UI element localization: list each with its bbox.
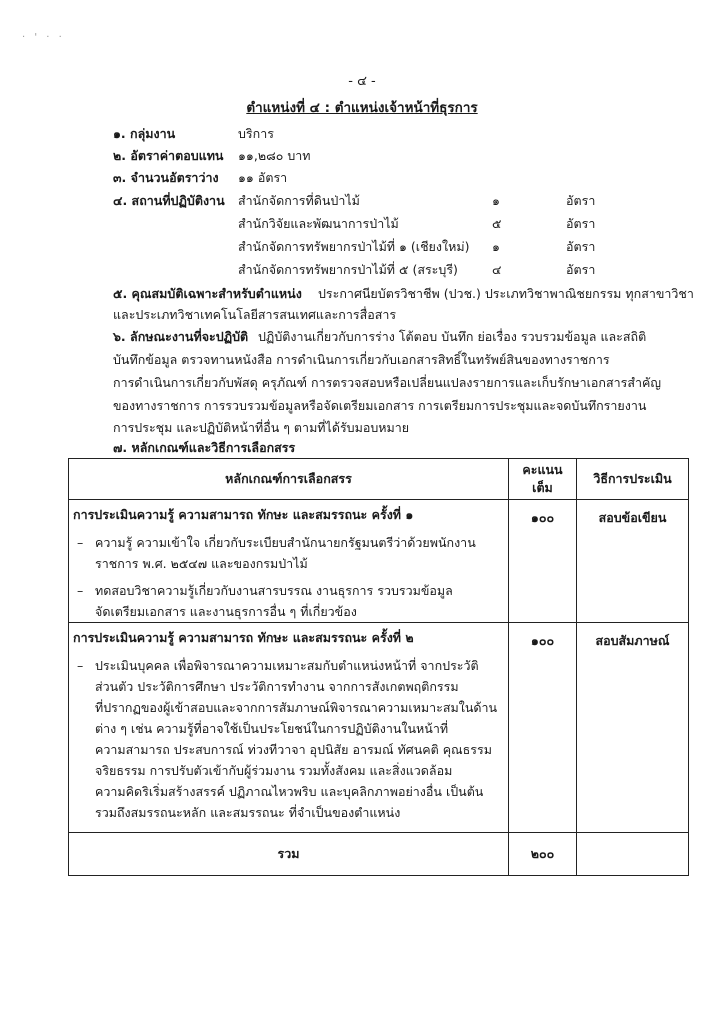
criteria-cell — [69, 623, 509, 833]
workplace-name: สำนักจัดการทรัพยากรป่าไม้ที่ ๕ (สระบุรี) — [238, 262, 458, 277]
bullet-line: ความรู้ ความเข้าใจ เกี่ยวกับระเบียบสำนักนายกรัฐมนตรีว่าด้วยพนักงาน — [95, 535, 476, 550]
selection-criteria-table — [68, 458, 689, 876]
page-number: - ๔ - — [348, 74, 376, 89]
table-row — [69, 623, 689, 833]
section-title: การประเมินความรู้ ความสามารถ ทักษะ และสมรรถนะ ครั้งที่ ๑ — [73, 507, 414, 522]
table-header-row — [69, 459, 689, 500]
header-method: วิธีการประเมิน — [577, 459, 689, 500]
qualification-heading: ๕. คุณสมบัติเฉพาะสำหรับตำแหน่ง — [113, 286, 302, 301]
qualification-line: ประกาศนียบัตรวิชาชีพ (ปวช.) ประเภทวิชาพาณิชยกรรม ทุกสาขาวิชา — [318, 286, 694, 301]
header-score-line: คะแนน — [522, 462, 563, 477]
workplace-name: สำนักวิจัยและพัฒนาการป่าไม้ — [238, 216, 399, 231]
bullet-line: รวมถึงสมรรถนะหลัก และสมรรถนะ ที่จำเป็นของตำแหน่ง — [95, 805, 401, 820]
salary-label: ๒. อัตราค่าตอบแทน — [113, 148, 224, 163]
bullet-line: ที่ปรากฏของผู้เข้าสอบและจากการสัมภาษณ์พิจารณาความเหมาะสมในด้าน — [95, 700, 498, 715]
workplace-label: ๔. สถานที่ปฏิบัติงาน — [113, 193, 225, 208]
duties-line: บันทึกข้อมูล ตรวจทานหนังสือ การดำเนินการเกี่ยวกับเอกสารสิทธิ์ในทรัพย์สินของทางราชการ — [113, 352, 610, 367]
total-method-cell — [577, 833, 689, 876]
workplace-unit: อัตรา — [566, 262, 596, 277]
page-title: ตำแหน่งที่ ๔ : ตำแหน่งเจ้าหน้าที่ธุรการ — [246, 100, 478, 116]
table-row — [69, 500, 689, 623]
bullet-line: จัดเตรียมเอกสาร และงานธุรการอื่น ๆ ที่เกี่ยวข้อง — [95, 604, 357, 619]
salary-value: ๑๑,๒๘๐ บาท — [238, 148, 311, 163]
bullet-line: ส่วนตัว ประวัติการศึกษา ประวัติการทำงาน จากการสังเกตพฤติกรรม — [95, 679, 459, 694]
bullet-line: ความคิดริเริ่มสร้างสรรค์ ปฏิภาณไหวพริบ และบุคลิกภาพอย่างอื่น เป็นต้น — [95, 784, 484, 799]
bullet-line: ทดสอบวิชาความรู้เกี่ยวกับงานสารบรรณ งานธุรการ รวบรวมข้อมูล — [95, 583, 453, 598]
workplace-count: ๕ — [492, 216, 502, 231]
score-cell: ๑๐๐ — [509, 623, 577, 833]
total-score: ๒๐๐ — [509, 833, 577, 876]
duties-line: การประชุม และปฏิบัติหน้าที่อื่น ๆ ตามที่ได้รับมอบหมาย — [113, 420, 410, 435]
duties-line: การดำเนินการเกี่ยวกับพัสดุ ครุภัณฑ์ การตรวจสอบหรือเปลี่ยนแปลงรายการและเก็บรักษาเอกสารสำคัญ — [113, 375, 661, 390]
workplace-count: ๑ — [492, 239, 500, 254]
workplace-unit: อัตรา — [566, 193, 596, 208]
scan-specks: · ' · · — [22, 32, 65, 43]
criteria-heading: ๗. หลักเกณฑ์และวิธีการเลือกสรร — [113, 440, 296, 455]
score-cell: ๑๐๐ — [509, 500, 577, 623]
header-score-line: เต็ม — [532, 480, 553, 495]
workplace-unit: อัตรา — [566, 239, 596, 254]
dash-icon: – — [77, 535, 84, 550]
dash-icon: – — [77, 583, 84, 598]
bullet-line: ต่าง ๆ เช่น ความรู้ที่อาจใช้เป็นประโยชน์ในการปฏิบัติงานในหน้าที่ — [95, 721, 449, 736]
list-item — [69, 655, 508, 823]
workplace-name: สำนักจัดการที่ดินป่าไม้ — [238, 193, 360, 208]
list-item — [69, 532, 508, 574]
method-cell: สอบข้อเขียน — [577, 500, 689, 623]
bullet-line: ประเมินบุคคล เพื่อพิจารณาความเหมาะสมกับตำแหน่งหน้าที่ จากประวัติ — [95, 658, 479, 673]
bullet-line: ราชการ พ.ศ. ๒๕๔๗ และของกรมป่าไม้ — [95, 556, 308, 571]
bullet-line: ความสามารถ ประสบการณ์ ท่วงทีวาจา อุปนิสัย อารมณ์ ทัศนคติ คุณธรรม — [95, 742, 492, 757]
vacancies-label: ๓. จำนวนอัตราว่าง — [113, 170, 219, 185]
workplace-count: ๑ — [492, 193, 500, 208]
vacancies-value: ๑๑ อัตรา — [238, 170, 288, 185]
duties-line: ปฏิบัติงานเกี่ยวกับการร่าง โต้ตอบ บันทึก ย่อเรื่อง รวบรวมข้อมูล และสถิติ — [258, 329, 647, 344]
group-label: ๑. กลุ่มงาน — [113, 126, 176, 141]
total-label: รวม — [69, 833, 509, 876]
header-criteria: หลักเกณฑ์การเลือกสรร — [69, 459, 509, 500]
list-item — [69, 580, 508, 622]
table-total-row — [69, 833, 689, 876]
qualification-line: และประเภทวิชาเทคโนโลยีสารสนเทศและการสื่อสาร — [113, 307, 397, 322]
duties-heading: ๖. ลักษณะงานที่จะปฏิบัติ — [113, 329, 249, 344]
group-value: บริการ — [238, 126, 274, 141]
workplace-name: สำนักจัดการทรัพยากรป่าไม้ที่ ๑ (เชียงใหม่) — [238, 239, 470, 254]
dash-icon: – — [77, 658, 84, 673]
bullet-line: จริยธรรม การปรับตัวเข้ากับผู้ร่วมงาน รวมทั้งสังคม และสิ่งแวดล้อม — [95, 763, 453, 778]
method-cell: สอบสัมภาษณ์ — [577, 623, 689, 833]
workplace-unit: อัตรา — [566, 216, 596, 231]
header-score — [509, 459, 577, 500]
duties-line: ของทางราชการ การรวบรวมข้อมูลหรือจัดเตรียมเอกสาร การเตรียมการประชุมและจดบันทึกรายงาน — [113, 398, 647, 413]
criteria-cell — [69, 500, 509, 623]
workplace-count: ๔ — [492, 262, 502, 277]
section-title: การประเมินความรู้ ความสามารถ ทักษะ และสมรรถนะ ครั้งที่ ๒ — [73, 630, 414, 645]
